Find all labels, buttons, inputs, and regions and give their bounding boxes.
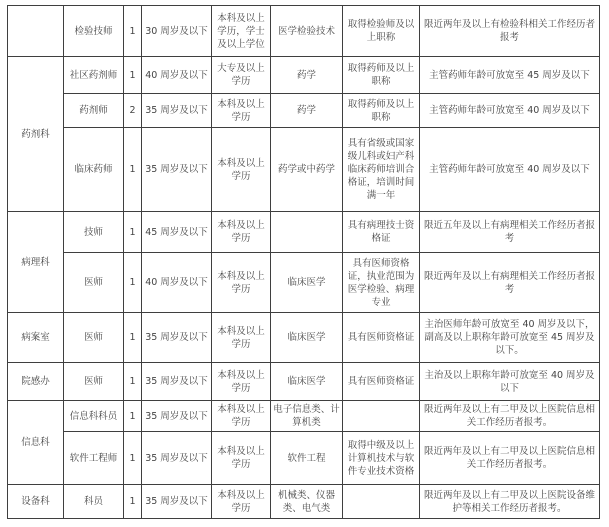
table-row — [8, 57, 600, 94]
cell-requirement: 取得中级及以上计算机技术与软件专业技术资格 — [343, 432, 420, 485]
table-row — [8, 128, 600, 212]
cell-department: 病案室 — [8, 313, 64, 363]
cell-education: 本科及以上学历 — [212, 253, 271, 313]
cell-requirement: 具有省级或国家级儿科或妇产科临床药师培训合格证，培训时间满一年 — [343, 128, 420, 212]
cell-position: 临床药师 — [64, 128, 124, 212]
cell-major: 药学或中药学 — [271, 128, 343, 212]
cell-major: 临床医学 — [271, 253, 343, 313]
cell-count: 1 — [124, 432, 142, 485]
cell-age: 35 周岁及以下 — [142, 128, 212, 212]
cell-age: 35 周岁及以下 — [142, 313, 212, 363]
cell-note: 主治医师年龄可放宽至 40 周岁及以下，副高及以上职称年龄可放宽至 45 周岁及以下。 — [420, 313, 600, 363]
cell-note: 限近两年及以上有二甲及以上医院信息相关工作经历者报考。 — [420, 401, 600, 432]
cell-requirement — [343, 485, 420, 519]
cell-count: 1 — [124, 485, 142, 519]
cell-count: 1 — [124, 57, 142, 94]
cell-requirement: 具有病理技士资格证 — [343, 212, 420, 253]
cell-note: 限近两年及以上有二甲及以上医院信息相关工作经历者报考。 — [420, 432, 600, 485]
cell-major: 药学 — [271, 57, 343, 94]
cell-age: 35 周岁及以下 — [142, 401, 212, 432]
recruitment-table — [7, 5, 600, 519]
cell-position: 医师 — [64, 313, 124, 363]
table-row — [8, 401, 600, 432]
cell-note: 主管药师年龄可放宽至 40 周岁及以下 — [420, 128, 600, 212]
cell-education: 本科及以上学历，学士及以上学位 — [212, 6, 271, 57]
cell-major: 药学 — [271, 94, 343, 128]
cell-count: 1 — [124, 253, 142, 313]
cell-requirement: 具有医师资格证 — [343, 363, 420, 401]
cell-major — [271, 212, 343, 253]
cell-department — [8, 6, 64, 57]
cell-department: 院感办 — [8, 363, 64, 401]
table-row — [8, 313, 600, 363]
cell-count: 1 — [124, 401, 142, 432]
cell-count: 1 — [124, 363, 142, 401]
cell-requirement: 具有医师资格证 — [343, 313, 420, 363]
table-row — [8, 94, 600, 128]
cell-position: 检验技师 — [64, 6, 124, 57]
cell-major: 临床医学 — [271, 313, 343, 363]
cell-age: 35 周岁及以下 — [142, 432, 212, 485]
cell-count: 2 — [124, 94, 142, 128]
cell-requirement: 取得药师及以上职称 — [343, 94, 420, 128]
cell-position: 医师 — [64, 253, 124, 313]
cell-note: 限近五年及以上有病理相关工作经历者报考 — [420, 212, 600, 253]
cell-education: 本科及以上学历 — [212, 485, 271, 519]
cell-age: 35 周岁及以下 — [142, 94, 212, 128]
cell-count: 1 — [124, 313, 142, 363]
cell-department: 信息科 — [8, 401, 64, 485]
table-row — [8, 6, 600, 57]
cell-position: 药剂师 — [64, 94, 124, 128]
cell-count: 1 — [124, 212, 142, 253]
cell-major: 临床医学 — [271, 363, 343, 401]
cell-age: 45 周岁及以下 — [142, 212, 212, 253]
cell-position: 技师 — [64, 212, 124, 253]
cell-education: 本科及以上学历 — [212, 212, 271, 253]
cell-note: 限近两年及以上有检验科相关工作经历者报考 — [420, 6, 600, 57]
table-row — [8, 212, 600, 253]
cell-note: 限近两年及以上有二甲及以上医院设备维护等相关工作经历者报考。 — [420, 485, 600, 519]
cell-education: 本科及以上学历 — [212, 94, 271, 128]
cell-education: 本科及以上学历 — [212, 313, 271, 363]
cell-position: 信息科科员 — [64, 401, 124, 432]
cell-age: 30 周岁及以下 — [142, 6, 212, 57]
cell-age: 35 周岁及以下 — [142, 363, 212, 401]
cell-major: 机械类、仪器类、电气类 — [271, 485, 343, 519]
cell-major: 软件工程 — [271, 432, 343, 485]
cell-requirement: 取得药师及以上职称 — [343, 57, 420, 94]
table-row — [8, 485, 600, 519]
cell-major: 电子信息类、计算机类 — [271, 401, 343, 432]
table-row — [8, 363, 600, 401]
table-row — [8, 432, 600, 485]
cell-requirement — [343, 401, 420, 432]
cell-education: 本科及以上学历 — [212, 363, 271, 401]
table-row — [8, 253, 600, 313]
cell-department: 设备科 — [8, 485, 64, 519]
cell-count: 1 — [124, 128, 142, 212]
cell-major: 医学检验技术 — [271, 6, 343, 57]
cell-note: 主管药师年龄可放宽至 45 周岁及以下 — [420, 57, 600, 94]
cell-department: 药剂科 — [8, 57, 64, 212]
cell-requirement: 取得检验师及以上职称 — [343, 6, 420, 57]
cell-note: 限近两年及以上有病理相关工作经历者报考 — [420, 253, 600, 313]
cell-position: 医师 — [64, 363, 124, 401]
cell-position: 社区药剂师 — [64, 57, 124, 94]
cell-age: 40 周岁及以下 — [142, 253, 212, 313]
cell-note: 主治及以上职称年龄可放宽至 40 周岁及以下 — [420, 363, 600, 401]
cell-education: 本科及以上学历 — [212, 128, 271, 212]
cell-age: 40 周岁及以下 — [142, 57, 212, 94]
cell-education: 本科及以上学历 — [212, 401, 271, 432]
cell-position: 软件工程师 — [64, 432, 124, 485]
cell-note: 主管药师年龄可放宽至 40 周岁及以下 — [420, 94, 600, 128]
cell-position: 科员 — [64, 485, 124, 519]
cell-education: 本科及以上学历 — [212, 432, 271, 485]
cell-age: 35 周岁及以下 — [142, 485, 212, 519]
cell-count: 1 — [124, 6, 142, 57]
cell-education: 大专及以上学历 — [212, 57, 271, 94]
cell-department: 病理科 — [8, 212, 64, 313]
cell-requirement: 具有医师资格证，执业范围为医学检验、病理专业 — [343, 253, 420, 313]
